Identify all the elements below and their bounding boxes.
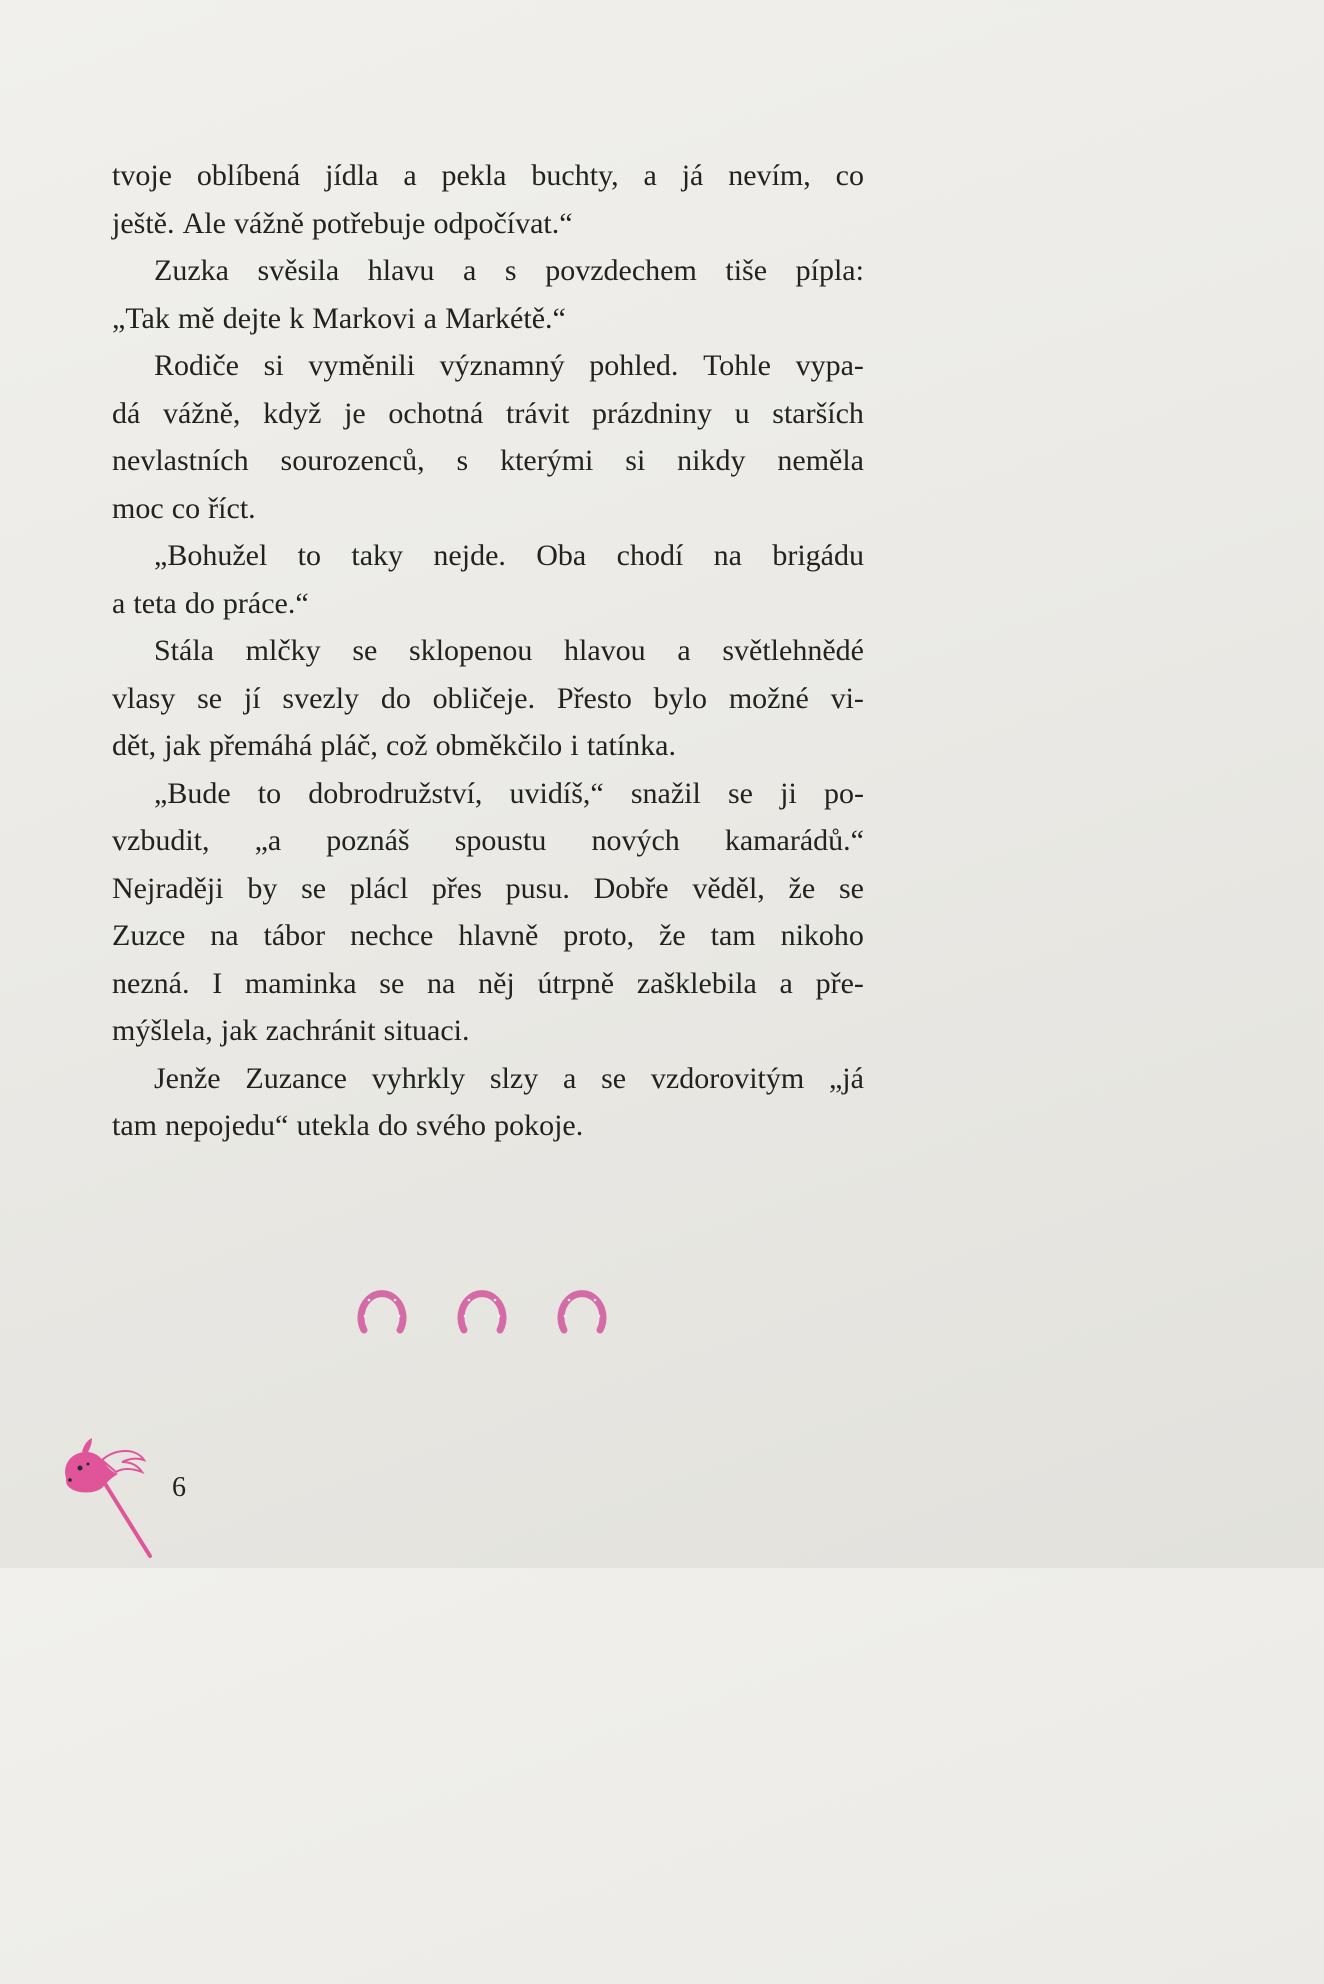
text-word: „Bohužel	[154, 539, 268, 572]
text-word: kamarádů.“	[724, 824, 864, 857]
text-word: Tohle	[703, 349, 771, 382]
text-line	[112, 960, 864, 1008]
text-word: a	[403, 159, 417, 192]
text-word: obličeje.	[432, 681, 536, 715]
horseshoe-ornament	[352, 1282, 612, 1342]
text-word: Ale	[182, 206, 226, 240]
text-word: sourozenců,	[280, 444, 425, 477]
text-word: jídla	[325, 159, 379, 192]
text-line	[112, 200, 864, 248]
horseshoe-icon	[361, 1294, 403, 1330]
text-word: tábor	[263, 919, 326, 952]
text-word: do	[377, 1109, 408, 1142]
text-word: oblíbená	[196, 159, 301, 192]
text-word: uvidíš,“	[509, 776, 604, 810]
text-word: zašklebila	[636, 966, 757, 1000]
text-word: co	[171, 491, 201, 525]
text-word: se	[197, 681, 223, 715]
text-line	[112, 247, 864, 295]
text-word: Markovi	[312, 301, 416, 335]
text-word: sklopenou	[409, 634, 533, 667]
text-word: plácl	[349, 871, 409, 905]
text-line	[112, 485, 864, 533]
text-word: dět,	[112, 729, 157, 762]
text-word: vážně	[234, 206, 304, 240]
text-line	[112, 390, 864, 438]
text-line	[112, 532, 864, 580]
text-word: obměkčilo	[435, 729, 563, 762]
text-word: nepojedu“	[165, 1109, 289, 1142]
text-word: chodí	[616, 539, 684, 572]
text-word: že	[788, 871, 816, 905]
text-word: nikdy	[677, 444, 746, 477]
text-word: buchty,	[531, 159, 619, 192]
text-word: ji	[780, 776, 797, 810]
text-word: I	[212, 966, 223, 1000]
text-word: možné	[728, 681, 809, 715]
text-word: Nejraději	[112, 871, 224, 905]
text-word: nových	[591, 824, 680, 857]
hobby-horse-icon	[58, 1438, 170, 1562]
text-line	[112, 1007, 864, 1055]
text-word: odpočívat.“	[433, 206, 573, 240]
text-word: svého	[415, 1109, 486, 1142]
text-word: se	[727, 776, 753, 810]
text-word: s	[456, 444, 469, 477]
text-word: tvoje	[112, 159, 172, 192]
text-word: vyměnili	[308, 349, 415, 382]
text-line	[112, 295, 864, 343]
text-word: a	[423, 301, 437, 335]
text-line	[112, 722, 864, 770]
text-word: s	[504, 254, 517, 287]
text-word: pohled.	[589, 349, 679, 382]
text-word: vzbudit,	[112, 824, 210, 857]
text-word: potřebuje	[312, 206, 426, 240]
text-word: vyhrkly	[371, 1061, 466, 1095]
text-word: přes	[431, 871, 482, 905]
text-word: poznáš	[326, 824, 410, 857]
horseshoe-icon	[561, 1294, 603, 1330]
text-word: Zuzance	[245, 1061, 347, 1095]
text-word: moc	[112, 491, 164, 525]
text-word: pekla	[441, 159, 507, 192]
text-word: po-	[823, 776, 864, 810]
text-word: povzdechem	[545, 254, 697, 287]
text-word: zachránit	[265, 1014, 376, 1047]
text-word: to	[257, 776, 282, 810]
text-word: Zuzka	[154, 254, 229, 287]
text-word: se	[601, 1061, 627, 1095]
text-word: pokoje.	[494, 1109, 584, 1142]
text-word: ještě.	[112, 206, 175, 240]
text-word: „Bude	[154, 776, 231, 810]
text-word: a	[779, 966, 793, 1000]
text-word: trávit	[506, 396, 570, 430]
text-line	[112, 865, 864, 913]
text-word: snažil	[630, 776, 701, 810]
text-word: situaci.	[383, 1014, 470, 1047]
text-word: prázdniny	[591, 396, 712, 430]
text-word: se	[379, 966, 405, 1000]
text-word: utekla	[296, 1109, 370, 1142]
text-word: Přesto	[556, 681, 632, 715]
text-word: věděl,	[692, 871, 765, 905]
text-word: Stála	[154, 634, 214, 667]
text-word: něj	[478, 966, 515, 1000]
text-word: neměla	[777, 444, 864, 477]
text-word: i	[570, 729, 579, 762]
text-word: svezly	[282, 681, 360, 715]
text-word: a	[563, 1061, 577, 1095]
text-word: nevlastních	[112, 444, 249, 477]
text-word: vážně,	[162, 396, 241, 430]
text-line	[112, 342, 864, 390]
text-word: co	[835, 159, 864, 192]
text-word: slzy	[489, 1061, 539, 1095]
text-line	[112, 627, 864, 675]
page-number: 6	[172, 1472, 186, 1503]
text-line	[112, 1102, 864, 1150]
text-word: „a	[254, 824, 282, 857]
text-word: vi-	[830, 681, 864, 715]
text-word: že	[659, 919, 686, 952]
text-word: mlčky	[245, 634, 321, 667]
text-word: vzdorovitým	[650, 1061, 805, 1095]
text-word: vypa-	[795, 349, 864, 382]
text-line	[112, 675, 864, 723]
text-word: Oba	[536, 539, 587, 572]
text-word: to	[297, 539, 322, 572]
text-word: brigádu	[772, 539, 864, 572]
text-word: přemáhá	[209, 729, 313, 762]
text-word: k	[289, 301, 305, 335]
text-word: teta	[133, 586, 177, 620]
text-word: hlavně	[458, 919, 539, 952]
text-word: tam	[112, 1109, 157, 1142]
text-word: bylo	[653, 681, 708, 715]
text-word: na	[210, 919, 239, 952]
text-word: by	[247, 871, 278, 905]
text-line	[112, 437, 864, 485]
text-word: a	[463, 254, 477, 287]
text-word: světlehnědé	[722, 634, 864, 667]
text-word: svěsila	[257, 254, 340, 287]
text-line	[112, 770, 864, 818]
text-word: se	[301, 871, 327, 905]
text-line	[112, 1055, 864, 1103]
text-word: do	[380, 681, 411, 715]
text-word: nikoho	[780, 919, 864, 952]
text-word: kterými	[500, 444, 594, 477]
text-word: dejte	[222, 301, 282, 335]
text-word: Rodiče	[154, 349, 239, 382]
text-word: jak	[164, 729, 201, 762]
text-word: Zuzce	[112, 919, 186, 952]
text-word: spoustu	[454, 824, 547, 857]
text-word: a	[112, 586, 126, 620]
text-word: pře-	[815, 966, 864, 1000]
text-word: nezná.	[112, 966, 190, 1000]
text-word: starších	[772, 396, 864, 430]
text-line	[112, 912, 864, 960]
text-word: tiše	[725, 254, 768, 287]
text-word: Dobře	[593, 871, 669, 905]
text-word: „Tak	[112, 301, 170, 335]
text-word: jí	[243, 681, 261, 715]
text-word: mě	[177, 301, 215, 335]
text-word: „já	[828, 1061, 864, 1095]
text-word: nechce	[350, 919, 434, 952]
text-word: si	[263, 349, 284, 382]
text-line	[112, 580, 864, 628]
text-word: tatínka.	[586, 729, 676, 762]
text-word: u	[734, 396, 750, 430]
text-word: pláč,	[320, 729, 378, 762]
text-line	[112, 152, 864, 200]
text-word: si	[625, 444, 646, 477]
text-word: nevím,	[728, 159, 811, 192]
text-line	[112, 817, 864, 865]
text-word: Markétě.“	[445, 301, 566, 335]
text-word: útrpně	[537, 966, 615, 1000]
text-word: což	[385, 729, 428, 762]
text-word: pípla:	[795, 254, 864, 287]
text-word: já	[681, 159, 704, 192]
text-word: maminka	[244, 966, 357, 1000]
text-word: říct.	[208, 491, 256, 525]
text-word: na	[427, 966, 456, 1000]
body-text	[112, 152, 864, 1150]
text-word: významný	[439, 349, 565, 382]
text-word: nejde.	[433, 539, 506, 572]
text-word: se	[352, 634, 378, 667]
text-word: dá	[112, 396, 141, 430]
text-word: a	[643, 159, 657, 192]
text-word: ochotná	[388, 396, 484, 430]
text-word: když	[263, 396, 322, 430]
text-word: práce.“	[222, 586, 309, 620]
text-word: proto,	[563, 919, 635, 952]
text-word: Jenže	[154, 1061, 221, 1095]
text-word: tam	[710, 919, 756, 952]
text-word: a	[677, 634, 691, 667]
text-word: vlasy	[112, 681, 176, 715]
text-word: na	[713, 539, 742, 572]
text-word: hlavu	[367, 254, 435, 287]
text-word: je	[344, 396, 366, 430]
horseshoe-icon	[461, 1294, 503, 1330]
text-word: hlavou	[564, 634, 646, 667]
text-word: pusu.	[505, 871, 570, 905]
text-word: jak	[220, 1014, 258, 1047]
text-word: do	[184, 586, 215, 620]
text-word: se	[838, 871, 864, 905]
text-word: mýšlela,	[112, 1014, 213, 1047]
text-word: taky	[351, 539, 404, 572]
text-word: dobrodružství,	[308, 776, 483, 810]
